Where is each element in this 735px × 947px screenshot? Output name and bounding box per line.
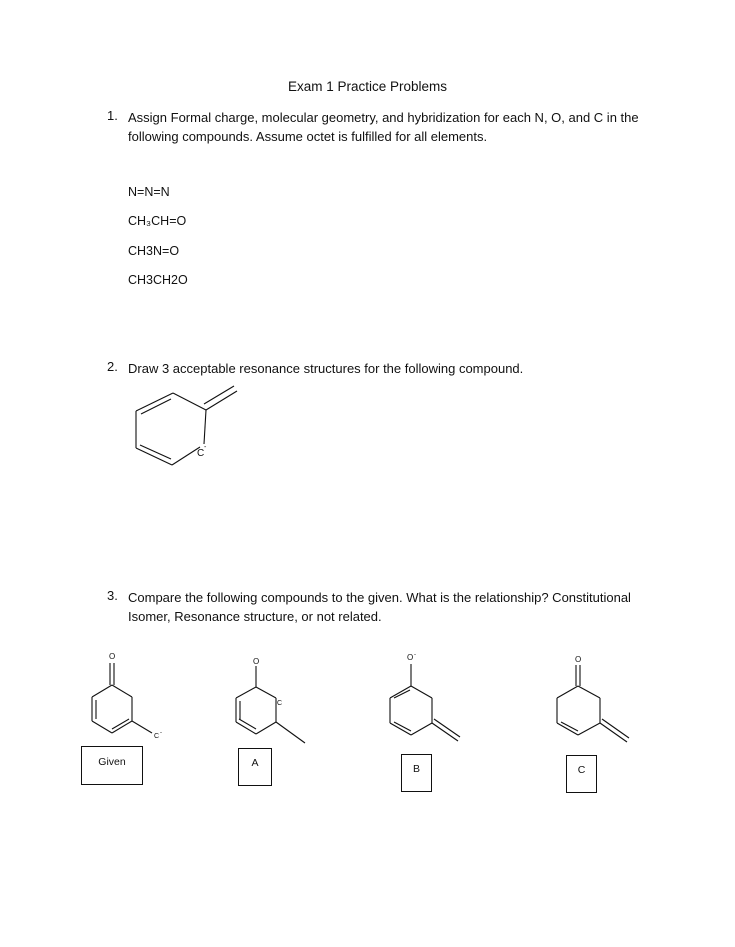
question-2-text: Draw 3 acceptable resonance structures for the following compound. bbox=[128, 361, 524, 376]
b-label-box bbox=[401, 754, 432, 792]
b-label: B bbox=[412, 763, 420, 775]
a-oxygen-label: O bbox=[253, 657, 260, 666]
a-label-box bbox=[238, 748, 272, 786]
question-1-number: 1. bbox=[107, 108, 118, 123]
given-oxygen-label: O bbox=[109, 652, 116, 661]
page-title: Exam 1 Practice Problems bbox=[287, 79, 448, 94]
compound-2: CH₃CH=O bbox=[128, 214, 187, 228]
question-3-line-1: Compare the following compounds to the given. What is the relationship? Constitutional bbox=[128, 590, 631, 605]
question-1-line-2: following compounds. Assume octet is fulfilled for all elements. bbox=[128, 129, 488, 144]
structure-a bbox=[225, 648, 325, 748]
given-carbon-label: C bbox=[154, 733, 160, 740]
question-1-text bbox=[128, 108, 658, 146]
given-carbon-charge: - bbox=[160, 730, 162, 736]
c-label: C bbox=[577, 764, 586, 776]
question-3-line-2: Isomer, Resonance structure, or not related. bbox=[128, 609, 382, 624]
c-label-box bbox=[566, 755, 597, 793]
given-label-box bbox=[81, 746, 143, 785]
question-1-line-1: Assign Formal charge, molecular geometry, and hybridization for each N, O, and C in the bbox=[128, 110, 639, 125]
b-oxygen-charge: - bbox=[414, 652, 416, 658]
compound-3: CH3N=O bbox=[128, 244, 180, 258]
question-2-number: 2. bbox=[107, 359, 118, 374]
a-carbon-label: C bbox=[277, 700, 283, 707]
a-label: A bbox=[251, 757, 259, 769]
structure-c bbox=[545, 648, 645, 748]
b-oxygen-label: O bbox=[407, 653, 414, 662]
given-structure bbox=[80, 648, 180, 748]
given-label: Given bbox=[98, 756, 126, 768]
carbanion-label: C bbox=[197, 448, 205, 459]
compound-4: CH3CH2O bbox=[128, 273, 188, 287]
question-3-number: 3. bbox=[107, 588, 118, 603]
compound-1: N=N=N bbox=[128, 185, 170, 199]
carbanion-charge: - bbox=[204, 444, 207, 451]
c-oxygen-label: O bbox=[575, 655, 582, 664]
resonance-compound-structure bbox=[120, 380, 260, 480]
structure-b bbox=[375, 648, 475, 748]
question-3-text bbox=[128, 588, 658, 626]
